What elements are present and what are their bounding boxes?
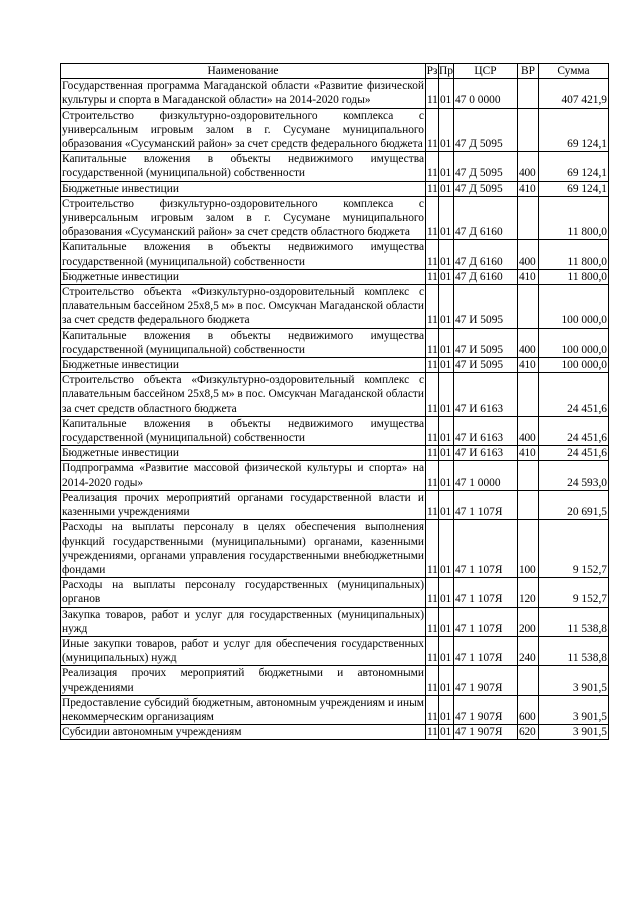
row-pr-cell: 01: [439, 285, 454, 329]
row-csr-cell: 47 1 107Я: [454, 578, 518, 607]
row-vr-cell: 400: [518, 328, 539, 357]
row-vr-cell: 410: [518, 446, 539, 461]
row-name-cell: Государственная программа Магаданской области «Развитие физической культуры и спорта в Магаданской области» на 2014-2020 годы»: [62, 80, 424, 107]
row-csr-cell: 47 Д 5095: [454, 181, 518, 196]
row-pr-cell: 01: [439, 240, 454, 269]
row-csr-cell: 47 И 6163: [454, 446, 518, 461]
row-pr-cell: 01: [439, 607, 454, 636]
row-rz-cell: 11: [426, 328, 439, 357]
row-name-cell: Расходы на выплаты персоналу в целях обеспечения выполнения функций государственными (муниципальными) органами, казенными учреждениями, органами управления государственными внебюджетными фондами: [62, 521, 424, 576]
row-sum-cell: 11 538,8: [539, 636, 609, 665]
row-csr-cell: 47 1 107Я: [454, 607, 518, 636]
row-rz-cell: 11: [426, 416, 439, 445]
table-row: [61, 108, 609, 152]
row-rz-cell: 11: [426, 695, 439, 724]
budget-expenditure-table: [60, 63, 609, 740]
row-rz-cell: 11: [427, 447, 438, 460]
table-row: [61, 328, 609, 357]
row-name-cell: Расходы на выплаты персоналу государственных (муниципальных) органов: [62, 579, 424, 606]
row-vr-cell: [518, 196, 539, 240]
table-row: [61, 79, 609, 108]
table-row: [61, 373, 609, 417]
row-vr-cell: [518, 490, 539, 519]
row-name-cell: Подпрограмма «Развитие массовой физической культуры и спорта» на 2014-2020 годы»: [62, 462, 424, 489]
table-row: [61, 152, 609, 181]
row-name-cell: Строительство физкультурно-оздоровительного комплекса с универсальным игровым залом в г. Сусумане муниципального образования «Сусуманский район» за счет средств федерального бюджета: [62, 109, 424, 151]
row-sum-cell: 3 901,5: [539, 695, 609, 724]
row-vr-cell: 120: [518, 578, 539, 607]
row-pr-cell: 01: [439, 461, 454, 490]
table-row: [61, 269, 609, 284]
table-row: [61, 607, 609, 636]
row-sum-cell: 11 800,0: [539, 196, 609, 240]
row-csr-cell: 47 Д 6160: [454, 269, 518, 284]
row-rz-cell: 11: [426, 285, 439, 329]
row-vr-cell: 240: [518, 636, 539, 665]
table-row: [61, 285, 609, 329]
row-rz-cell: 11: [426, 108, 439, 152]
row-sum-cell: 69 124,1: [539, 181, 609, 196]
table-row: [61, 358, 609, 373]
row-name-cell: Субсидии автономным учреждениям: [61, 725, 426, 740]
row-name-cell: Капитальные вложения в объекты недвижимого имущества государственной (муниципальной) собственности: [62, 417, 424, 445]
table-row: [61, 416, 609, 445]
table-row: [61, 725, 609, 740]
row-sum-cell: 100 000,0: [539, 285, 609, 329]
row-pr-cell: 01: [439, 79, 454, 108]
row-rz-cell: 11: [426, 152, 439, 181]
row-vr-cell: 400: [518, 240, 539, 269]
row-sum-cell: 24 451,6: [539, 446, 609, 461]
row-name-cell: Бюджетные инвестиции: [61, 446, 426, 461]
row-vr-cell: 400: [518, 152, 539, 181]
budget-document-page: [60, 63, 608, 740]
table-row: [61, 666, 609, 695]
row-vr-cell: 600: [518, 695, 539, 724]
row-name-cell: Капитальные вложения в объекты недвижимого имущества государственной (муниципальной) собственности: [62, 241, 424, 268]
row-rz-cell: 11: [426, 578, 439, 607]
row-vr-cell: [518, 285, 539, 329]
row-sum-cell: 9 152,7: [539, 520, 609, 578]
row-vr-cell: [518, 108, 539, 152]
row-csr-cell: 47 1 907Я: [454, 725, 518, 740]
row-sum-cell: 9 152,7: [539, 578, 609, 607]
row-csr-cell: 47 1 0000: [454, 461, 518, 490]
row-csr-cell: 47 Д 5095: [454, 108, 518, 152]
row-csr-cell: 47 1 907Я: [454, 666, 518, 695]
row-rz-cell: 11: [426, 373, 439, 417]
row-pr-cell: 01: [439, 269, 454, 284]
row-pr-cell: 01: [439, 695, 454, 724]
row-pr-cell: 01: [439, 578, 454, 607]
row-rz-cell: 11: [426, 636, 439, 665]
row-rz-cell: 11: [426, 666, 439, 695]
row-csr-cell: 47 0 0000: [454, 79, 518, 108]
row-name-cell: Капитальные вложения в объекты недвижимого имущества государственной (муниципальной) собственности: [62, 329, 424, 356]
row-csr-cell: 47 И 5095: [454, 328, 518, 357]
row-csr-cell: 47 И 5095: [454, 358, 518, 373]
header-sum: Сумма: [539, 64, 609, 79]
row-vr-cell: [518, 373, 539, 417]
row-csr-cell: 47 1 907Я: [454, 695, 518, 724]
row-csr-cell: 47 И 6163: [454, 373, 518, 417]
row-vr-cell: 410: [518, 181, 539, 196]
row-name-cell: Иные закупки товаров, работ и услуг для обеспечения государственных (муниципальных) нужд: [62, 637, 424, 665]
row-name-cell: Реализация прочих мероприятий органами государственной власти и казенными учреждениями: [62, 491, 424, 519]
row-name-cell: Предоставление субсидий бюджетным, автономным учреждениям и иным некоммерческим организациям: [62, 696, 424, 723]
row-vr-cell: 410: [518, 269, 539, 284]
row-pr-cell: 01: [439, 108, 454, 152]
row-pr-cell: 01: [439, 416, 454, 445]
row-name-cell: Строительство физкультурно-оздоровительного комплекса с универсальным игровым залом в г. Сусумане муниципального образования «Сусуманский район» за счет средств областного бюджета: [62, 197, 424, 239]
row-pr-cell: 01: [439, 446, 454, 461]
table-row: [61, 461, 609, 490]
table-row: [61, 446, 609, 461]
row-name-cell: Капитальные вложения в объекты недвижимого имущества государственной (муниципальной) собственности: [62, 153, 424, 180]
row-pr-cell: 01: [439, 490, 454, 519]
table-body: [61, 79, 609, 740]
row-sum-cell: 24 593,0: [539, 461, 609, 490]
row-name-cell: Строительство объекта «Физкультурно-оздоровительный комплекс с плавательным бассейном 25х8,5 м» в пос. Омсукчан Магаданской области за счет средств федерального бюджета: [62, 286, 424, 327]
row-rz-cell: 11: [426, 79, 439, 108]
table-row: [61, 196, 609, 240]
row-csr-cell: 47 1 107Я: [454, 636, 518, 665]
row-vr-cell: 100: [518, 520, 539, 578]
header-name: Наименование: [61, 64, 426, 79]
row-vr-cell: [518, 666, 539, 695]
header-pr: Пр: [439, 65, 453, 77]
table-header-row: [61, 64, 609, 79]
row-pr-cell: 01: [439, 196, 454, 240]
row-rz-cell: 11: [427, 359, 438, 372]
row-pr-cell: 01: [439, 328, 454, 357]
row-name-cell: Бюджетные инвестиции: [61, 358, 426, 373]
row-sum-cell: 11 800,0: [539, 240, 609, 269]
row-sum-cell: 407 421,9: [539, 79, 609, 108]
row-rz-cell: 11: [426, 490, 439, 519]
row-csr-cell: 47 1 107Я: [454, 490, 518, 519]
row-csr-cell: 47 Д 6160: [454, 240, 518, 269]
header-vr: ВР: [518, 64, 539, 79]
row-rz-cell: 11: [426, 240, 439, 269]
row-name-cell: Строительство объекта «Физкультурно-оздоровительный комплекс с плавательным бассейном 25х8,5 м» в пос. Омсукчан Магаданской области за счет средств областного бюджета: [62, 374, 424, 415]
row-rz-cell: 11: [427, 726, 438, 739]
row-sum-cell: 100 000,0: [539, 358, 609, 373]
row-pr-cell: 01: [439, 636, 454, 665]
row-sum-cell: 24 451,6: [539, 373, 609, 417]
header-rz: Рз: [426, 65, 438, 77]
row-sum-cell: 11 800,0: [539, 269, 609, 284]
row-sum-cell: 100 000,0: [539, 328, 609, 357]
row-vr-cell: 400: [518, 416, 539, 445]
row-csr-cell: 47 И 6163: [454, 416, 518, 445]
row-pr-cell: 01: [439, 373, 454, 417]
row-sum-cell: 11 538,8: [539, 607, 609, 636]
table-row: [61, 490, 609, 519]
row-vr-cell: 620: [518, 725, 539, 740]
row-rz-cell: 11: [427, 270, 438, 283]
table-row: [61, 240, 609, 269]
row-pr-cell: 01: [439, 181, 454, 196]
row-rz-cell: 11: [426, 461, 439, 490]
row-csr-cell: 47 И 5095: [454, 285, 518, 329]
row-csr-cell: 47 Д 5095: [454, 152, 518, 181]
row-name-cell: Закупка товаров, работ и услуг для государственных (муниципальных) нужд: [62, 608, 424, 635]
row-sum-cell: 3 901,5: [539, 725, 609, 740]
row-vr-cell: 200: [518, 607, 539, 636]
row-sum-cell: 69 124,1: [539, 152, 609, 181]
table-row: [61, 578, 609, 607]
header-csr: ЦСР: [454, 64, 518, 79]
row-pr-cell: 01: [439, 520, 454, 578]
row-vr-cell: [518, 461, 539, 490]
row-vr-cell: 410: [518, 358, 539, 373]
row-sum-cell: 20 691,5: [539, 490, 609, 519]
row-rz-cell: 11: [427, 182, 438, 195]
row-sum-cell: 69 124,1: [539, 108, 609, 152]
row-pr-cell: 01: [439, 152, 454, 181]
row-name-cell: Бюджетные инвестиции: [61, 181, 426, 196]
row-pr-cell: 01: [439, 358, 454, 373]
row-name-cell: Реализация прочих мероприятий бюджетными и автономными учреждениями: [62, 667, 424, 694]
row-vr-cell: [518, 79, 539, 108]
row-sum-cell: 3 901,5: [539, 666, 609, 695]
row-pr-cell: 01: [439, 666, 454, 695]
row-rz-cell: 11: [426, 607, 439, 636]
row-csr-cell: 47 1 107Я: [454, 520, 518, 578]
row-name-cell: Бюджетные инвестиции: [61, 269, 426, 284]
row-rz-cell: 11: [426, 196, 439, 240]
row-rz-cell: 11: [426, 520, 439, 578]
row-sum-cell: 24 451,6: [539, 416, 609, 445]
table-row: [61, 636, 609, 665]
row-pr-cell: 01: [439, 725, 454, 740]
table-row: [61, 695, 609, 724]
table-row: [61, 520, 609, 578]
row-csr-cell: 47 Д 6160: [454, 196, 518, 240]
table-row: [61, 181, 609, 196]
